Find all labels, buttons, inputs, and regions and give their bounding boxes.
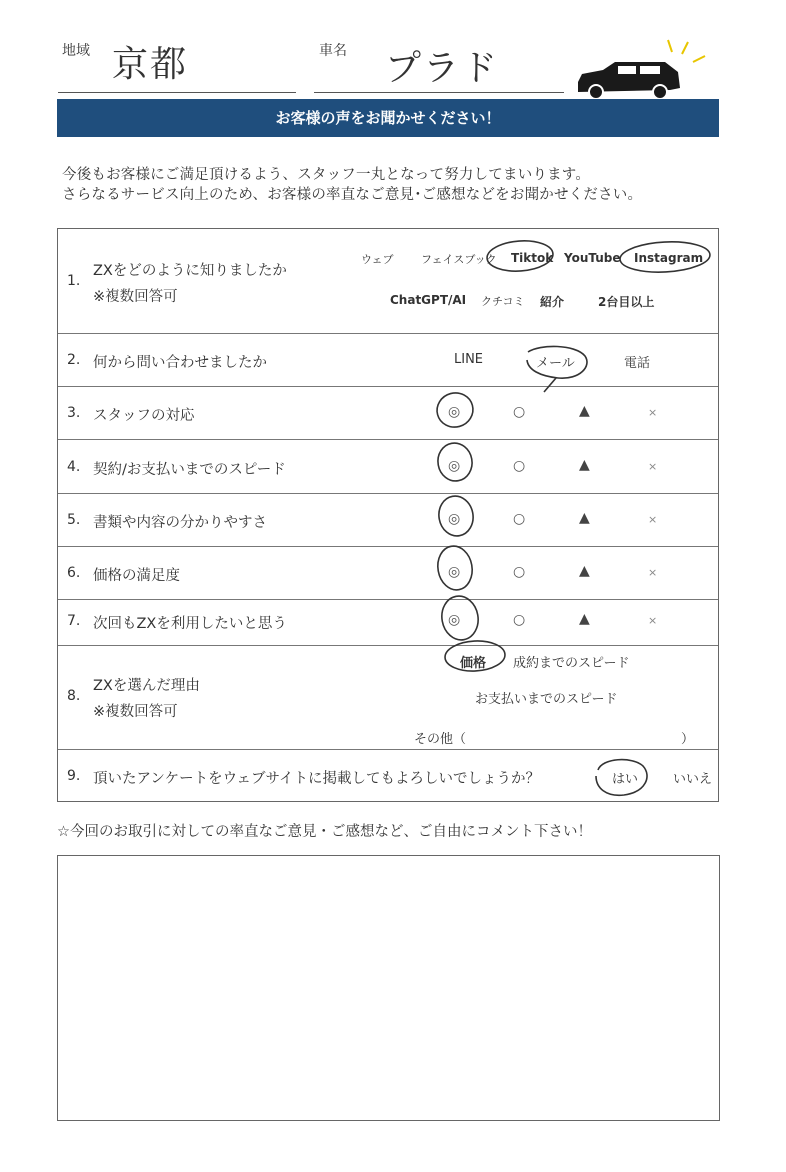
option-instagram[interactable]: Instagram — [634, 251, 704, 265]
comment-prompt: ☆今回のお取引に対しての率直なご意見・ご感想など、ご自由にコメント下さい！ — [57, 824, 592, 840]
option-contract-speed[interactable]: 成約までのスピード — [513, 656, 630, 671]
rating-good[interactable]: ○ — [513, 458, 526, 474]
question-number: 2. — [67, 352, 81, 368]
option-chatgpt[interactable]: ChatGPT/AI — [390, 293, 467, 307]
banner: お客様の声をお聞かせください！ — [57, 99, 719, 137]
survey-table — [57, 228, 719, 802]
question-row-5 — [58, 494, 718, 547]
option-phone[interactable]: 電話 — [624, 356, 651, 371]
question-row-4 — [58, 440, 718, 494]
question-number: 9. — [67, 768, 81, 784]
option-tiktok[interactable]: Tiktok — [511, 251, 554, 265]
question-row-6 — [58, 547, 718, 600]
comment-box[interactable] — [57, 855, 720, 1121]
option-line[interactable]: LINE — [454, 352, 484, 367]
option-price[interactable]: 価格 — [460, 656, 487, 671]
question-text: 契約/お支払いまでのスピード — [93, 462, 286, 478]
option-other-close: ） — [681, 732, 695, 747]
car-value: プラド — [385, 48, 500, 89]
intro-line-2: さらなるサービス向上のため、お客様の率直なご意見･ご感想などをお聞かせください。 — [62, 187, 643, 203]
option-youtube[interactable]: YouTube — [564, 251, 621, 265]
rating-good[interactable]: ○ — [513, 564, 526, 580]
rating-fair[interactable]: ▲ — [579, 403, 590, 419]
question-text: 書類や内容の分かりやすさ — [93, 515, 267, 531]
question-number: 4. — [67, 459, 81, 475]
rating-poor[interactable]: × — [648, 614, 658, 627]
rating-excellent[interactable]: ◎ — [448, 458, 461, 474]
option-mail[interactable]: メール — [536, 356, 575, 371]
question-number: 7. — [67, 613, 81, 629]
question-text: 価格の満足度 — [93, 568, 180, 584]
question-text: 頂いたアンケートをウェブサイトに掲載してもよろしいでしょうか？ — [93, 771, 541, 787]
option-facebook[interactable]: フェイスブック — [421, 253, 497, 266]
region-label: 地域 — [62, 43, 90, 59]
region-value: 京都 — [112, 44, 189, 85]
question-number: 6. — [67, 565, 81, 581]
question-number: 3. — [67, 405, 81, 421]
option-payment-speed[interactable]: お支払いまでのスピード — [475, 692, 618, 707]
question-text: ZXを選んだ理由 — [93, 678, 200, 694]
question-text: 何から問い合わせましたか — [93, 355, 267, 371]
question-note: ※複数回答可 — [93, 289, 178, 305]
car-label: 車名 — [319, 43, 347, 59]
question-number: 8. — [67, 688, 81, 704]
rating-excellent[interactable]: ◎ — [448, 404, 461, 420]
rating-excellent[interactable]: ◎ — [448, 564, 461, 580]
question-row-7 — [58, 600, 718, 646]
option-yes[interactable]: はい — [612, 772, 639, 787]
option-web[interactable]: ウェブ — [361, 253, 394, 266]
option-other-label: その他（ — [414, 732, 467, 747]
rating-good[interactable]: ○ — [513, 612, 526, 628]
option-referral[interactable]: 紹介 — [540, 295, 565, 309]
question-row-3 — [58, 387, 718, 440]
question-number: 5. — [67, 512, 81, 528]
question-number: 1. — [67, 273, 81, 289]
option-no[interactable]: いいえ — [673, 772, 713, 787]
rating-fair[interactable]: ▲ — [579, 510, 590, 526]
rating-fair[interactable]: ▲ — [579, 457, 590, 473]
rating-poor[interactable]: × — [648, 566, 658, 579]
option-second-car[interactable]: 2台目以上 — [598, 295, 655, 309]
rating-poor[interactable]: × — [648, 406, 658, 419]
question-text: 次回もZXを利用したいと思う — [93, 616, 287, 632]
rating-good[interactable]: ○ — [513, 404, 526, 420]
question-row-8 — [58, 646, 718, 750]
region-underline — [58, 92, 296, 93]
rating-poor[interactable]: × — [648, 460, 658, 473]
rating-fair[interactable]: ▲ — [579, 611, 590, 627]
rating-poor[interactable]: × — [648, 513, 658, 526]
rating-excellent[interactable]: ◎ — [448, 612, 461, 628]
question-row-9 — [58, 750, 718, 802]
intro-line-1: 今後もお客様にご満足頂けるよう、スタッフ一丸となって努力してまいります。 — [62, 167, 591, 183]
option-kuchikomi[interactable]: クチコミ — [481, 295, 525, 308]
rating-excellent[interactable]: ◎ — [448, 511, 461, 527]
question-text: スタッフの対応 — [93, 408, 195, 424]
car-underline — [314, 92, 564, 93]
question-row-1 — [58, 229, 718, 334]
rating-good[interactable]: ○ — [513, 511, 526, 527]
question-note: ※複数回答可 — [93, 704, 178, 720]
question-text: ZXをどのように知りましたか — [93, 263, 287, 279]
question-row-2 — [58, 334, 718, 387]
rating-fair[interactable]: ▲ — [579, 563, 590, 579]
